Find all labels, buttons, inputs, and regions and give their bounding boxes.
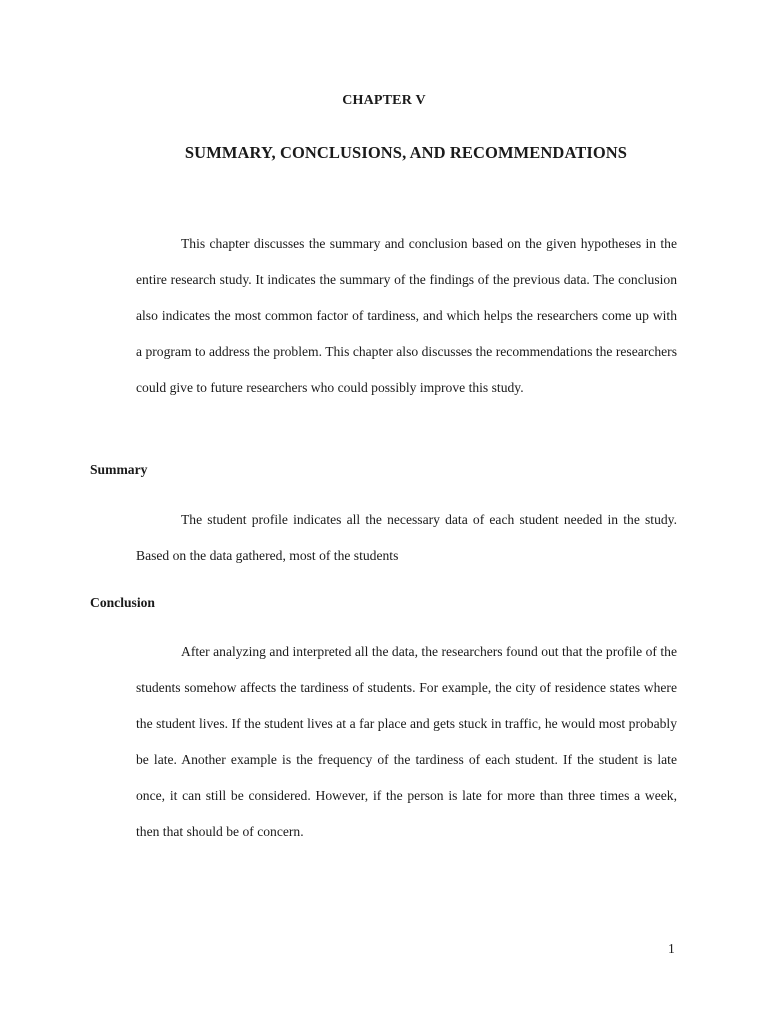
chapter-label: CHAPTER V [342, 93, 426, 108]
conclusion-heading: Conclusion [90, 595, 155, 610]
summary-paragraph: The student profile indicates all the necessary data of each student needed in the study. Based on the data gathered, most of the students [136, 512, 677, 563]
intro-paragraph: This chapter discusses the summary and conclusion based on the given hypotheses in the entire research study. It indicates the summary of the findings of the previous data. The conclusion also indicates the most common factor of tardiness, and which helps the researchers come up with a program to address the problem. This chapter also discusses the recommendations the researchers could give to future researchers who could possibly improve this study. [136, 236, 677, 395]
summary-heading: Summary [90, 462, 148, 477]
conclusion-paragraph: After analyzing and interpreted all the data, the researchers found out that the profile of the students somehow affects the tardiness of students. For example, the city of residence states where the student lives. If the student lives at a far place and gets stuck in traffic, he would most probably be late. Another example is the frequency of the tardiness of each student. If the student is late once, it can still be considered. However, if the person is late for more than three times a week, then that should be of concern. [136, 644, 677, 839]
chapter-title: SUMMARY, CONCLUSIONS, AND RECOMMENDATIONS [184, 143, 628, 162]
page-number: 1 [668, 941, 675, 956]
